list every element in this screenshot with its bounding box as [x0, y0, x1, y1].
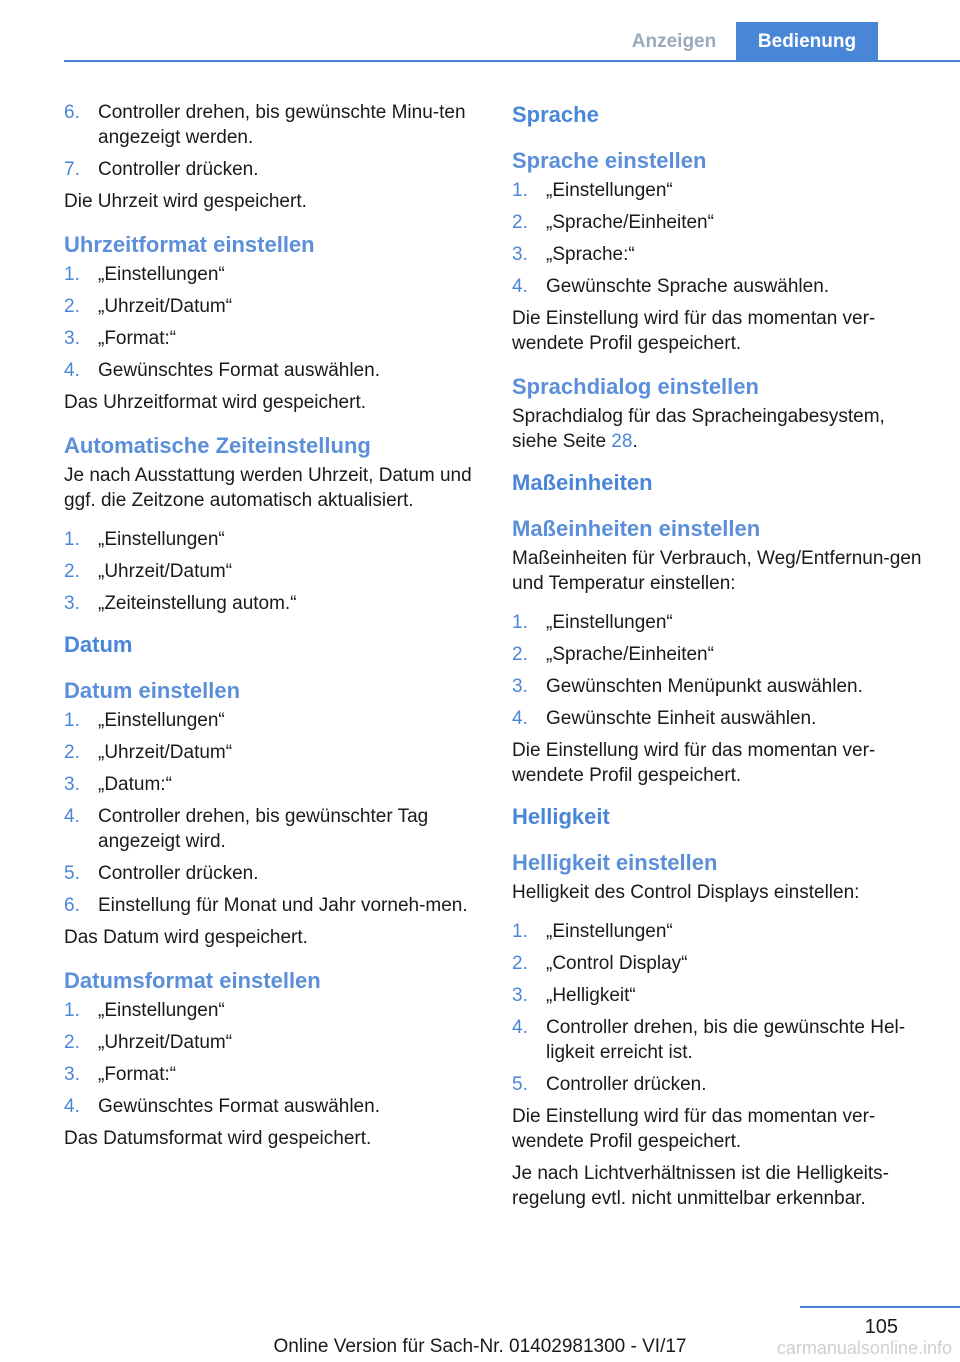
list-item-number: 4.	[64, 360, 80, 381]
list-item-number: 1.	[64, 529, 80, 550]
list-item-number: 3.	[64, 774, 80, 795]
list-item	[512, 610, 932, 635]
list-item	[512, 983, 932, 1008]
list-item	[64, 772, 484, 797]
list-item-text: Controller drehen, bis gewünschte Minu-ten angezeigt werden.	[98, 102, 466, 148]
list-item	[64, 998, 484, 1023]
datum-paragraph: Das Datum wird gespeichert.	[64, 927, 308, 948]
left-column	[64, 100, 484, 1158]
list-item-text: Gewünschtes Format auswählen.	[98, 360, 380, 381]
chapter-title-datum: Datum	[64, 632, 133, 657]
list-item-text: Controller drehen, bis gewünschter Tag angezeigt wird.	[98, 806, 429, 852]
list-item-text: Gewünschten Menüpunkt auswählen.	[546, 676, 863, 697]
intro-step-list	[64, 100, 484, 182]
list-item-text: „Uhrzeit/Datum“	[98, 742, 233, 763]
list-item-number: 3.	[512, 676, 528, 697]
list-item-text: „Einstellungen“	[98, 529, 225, 550]
list-item-number: 1.	[64, 264, 80, 285]
list-item-number: 1.	[512, 612, 528, 633]
list-item-number: 5.	[512, 1074, 528, 1095]
page-reference-link[interactable]: 28	[611, 431, 633, 452]
section-tab-bedienung[interactable]: Bedienung	[736, 22, 878, 62]
helligkeit-paragraph-3: Je nach Lichtverhältnissen ist die Helligkeits-regelung evtl. nicht unmittelbar erkennbar.	[512, 1163, 890, 1209]
sprache-step-list	[512, 178, 932, 299]
list-item-text: Controller drehen, bis die gewünschte Hel-ligkeit erreicht ist.	[546, 1017, 906, 1063]
list-item	[64, 100, 484, 150]
list-item-number: 7.	[64, 159, 80, 180]
sprachdialog-text-end: .	[632, 431, 638, 452]
list-item-number: 1.	[64, 710, 80, 731]
section-title-uhrzeitformat: Uhrzeitformat einstellen	[64, 232, 315, 257]
list-item-text: Gewünschte Einheit auswählen.	[546, 708, 817, 729]
list-item-text: „Einstellungen“	[546, 612, 673, 633]
masseinheiten-paragraph: Maßeinheiten für Verbrauch, Weg/Entfernun-gen und Temperatur einstellen:	[512, 548, 922, 594]
list-item-number: 3.	[64, 593, 80, 614]
list-item-text: „Sprache/Einheiten“	[546, 644, 714, 665]
list-item	[512, 706, 932, 731]
list-item	[512, 210, 932, 235]
list-item	[64, 262, 484, 287]
section-title-helligkeit-einstellen: Helligkeit einstellen	[512, 850, 718, 875]
section-title-automatische-zeit: Automatische Zeiteinstellung	[64, 433, 371, 458]
list-item-number: 4.	[64, 1096, 80, 1117]
list-item-number: 4.	[512, 276, 528, 297]
chapter-title-masseinheiten: Maßeinheiten	[512, 470, 653, 495]
list-item-text: „Uhrzeit/Datum“	[98, 561, 233, 582]
page-number: 105	[864, 1316, 898, 1338]
list-item-number: 4.	[512, 708, 528, 729]
list-item-text: „Uhrzeit/Datum“	[98, 1032, 233, 1053]
list-item	[64, 1030, 484, 1055]
list-item-number: 6.	[64, 895, 80, 916]
list-item	[64, 893, 484, 918]
list-item	[512, 919, 932, 944]
list-item-text: „Format:“	[98, 1064, 177, 1085]
list-item	[64, 559, 484, 584]
chapter-title-sprache: Sprache	[512, 102, 599, 127]
list-item	[64, 861, 484, 886]
chapter-title-helligkeit: Helligkeit	[512, 804, 610, 829]
right-column	[512, 100, 932, 1218]
list-item	[64, 1094, 484, 1119]
masseinheiten-step-list	[512, 610, 932, 731]
list-item-text: „Format:“	[98, 328, 177, 349]
list-item-text: „Einstellungen“	[546, 180, 673, 201]
list-item-text: „Control Display“	[546, 953, 688, 974]
list-item	[512, 1015, 932, 1065]
list-item	[64, 527, 484, 552]
page-header	[0, 0, 960, 62]
sprachdialog-text: Sprachdialog für das Spracheingabesystem, siehe Seite	[512, 406, 885, 452]
automatische-zeit-paragraph: Je nach Ausstattung werden Uhrzeit, Datum und ggf. die Zeitzone automatisch aktualisiert.	[64, 465, 472, 511]
helligkeit-step-list	[512, 919, 932, 1097]
section-title-sprache-einstellen: Sprache einstellen	[512, 148, 707, 173]
list-item-text: „Zeiteinstellung autom.“	[98, 593, 297, 614]
list-item	[64, 804, 484, 854]
list-item	[512, 242, 932, 267]
section-tab-anzeigen[interactable]: Anzeigen	[631, 31, 717, 52]
list-item-number: 1.	[64, 1000, 80, 1021]
section-title-masseinheiten-einstellen: Maßeinheiten einstellen	[512, 516, 761, 541]
list-item-text: „Einstellungen“	[546, 921, 673, 942]
list-item-text: „Sprache:“	[546, 244, 635, 265]
sprachdialog-paragraph	[512, 404, 932, 454]
list-item-number: 2.	[64, 1032, 80, 1053]
list-item	[512, 178, 932, 203]
list-item	[512, 274, 932, 299]
list-item-text: Controller drücken.	[98, 863, 259, 884]
list-item-text: „Datum:“	[98, 774, 172, 795]
list-item-number: 6.	[64, 102, 80, 123]
automatische-zeit-step-list	[64, 527, 484, 616]
helligkeit-paragraph-2: Die Einstellung wird für das momentan ver-wendete Profil gespeichert.	[512, 1106, 876, 1152]
list-item	[64, 294, 484, 319]
online-version-note: Online Version für Sach-Nr. 01402981300 - VI/17	[273, 1336, 687, 1357]
list-item	[512, 951, 932, 976]
list-item	[512, 642, 932, 667]
list-item	[512, 674, 932, 699]
list-item	[64, 740, 484, 765]
list-item-text: Controller drücken.	[546, 1074, 707, 1095]
list-item-text: „Helligkeit“	[546, 985, 636, 1006]
list-item-number: 1.	[512, 180, 528, 201]
masseinheiten-paragraph-2: Die Einstellung wird für das momentan ver-wendete Profil gespeichert.	[512, 740, 876, 786]
list-item-number: 2.	[512, 644, 528, 665]
sprache-paragraph: Die Einstellung wird für das momentan ver-wendete Profil gespeichert.	[512, 308, 876, 354]
footer-divider	[800, 1306, 960, 1308]
list-item-text: Controller drücken.	[98, 159, 259, 180]
list-item	[64, 157, 484, 182]
list-item-number: 4.	[512, 1017, 528, 1038]
list-item	[64, 1062, 484, 1087]
datumsformat-step-list	[64, 998, 484, 1119]
datumsformat-paragraph: Das Datumsformat wird gespeichert.	[64, 1128, 372, 1149]
list-item	[64, 358, 484, 383]
list-item-text: Gewünschte Sprache auswählen.	[546, 276, 830, 297]
list-item-number: 3.	[512, 985, 528, 1006]
datum-step-list	[64, 708, 484, 918]
list-item-number: 3.	[64, 328, 80, 349]
list-item-number: 3.	[64, 1064, 80, 1085]
section-title-datum-einstellen: Datum einstellen	[64, 678, 241, 703]
uhrzeitformat-step-list	[64, 262, 484, 383]
list-item-text: „Uhrzeit/Datum“	[98, 296, 233, 317]
list-item-number: 2.	[64, 742, 80, 763]
intro-paragraph: Die Uhrzeit wird gespeichert.	[64, 191, 307, 212]
list-item	[64, 591, 484, 616]
list-item-number: 5.	[64, 863, 80, 884]
list-item	[64, 708, 484, 733]
header-divider	[64, 60, 960, 62]
list-item	[512, 1072, 932, 1097]
section-title-datumsformat: Datumsformat einstellen	[64, 968, 321, 993]
list-item-number: 4.	[64, 806, 80, 827]
list-item-text: Einstellung für Monat und Jahr vorneh-men.	[98, 895, 468, 916]
uhrzeitformat-paragraph: Das Uhrzeitformat wird gespeichert.	[64, 392, 366, 413]
list-item-text: „Einstellungen“	[98, 710, 225, 731]
list-item-number: 2.	[512, 953, 528, 974]
list-item-number: 2.	[512, 212, 528, 233]
list-item-text: „Sprache/Einheiten“	[546, 212, 714, 233]
list-item-text: „Einstellungen“	[98, 264, 225, 285]
section-title-sprachdialog: Sprachdialog einstellen	[512, 374, 759, 399]
list-item-number: 3.	[512, 244, 528, 265]
list-item-text: Gewünschtes Format auswählen.	[98, 1096, 380, 1117]
list-item	[64, 326, 484, 351]
helligkeit-paragraph: Helligkeit des Control Displays einstellen:	[512, 882, 860, 903]
list-item-number: 2.	[64, 296, 80, 317]
watermark-text: carmanualsonline.info	[776, 1338, 952, 1358]
list-item-text: „Einstellungen“	[98, 1000, 225, 1021]
list-item-number: 2.	[64, 561, 80, 582]
list-item-number: 1.	[512, 921, 528, 942]
